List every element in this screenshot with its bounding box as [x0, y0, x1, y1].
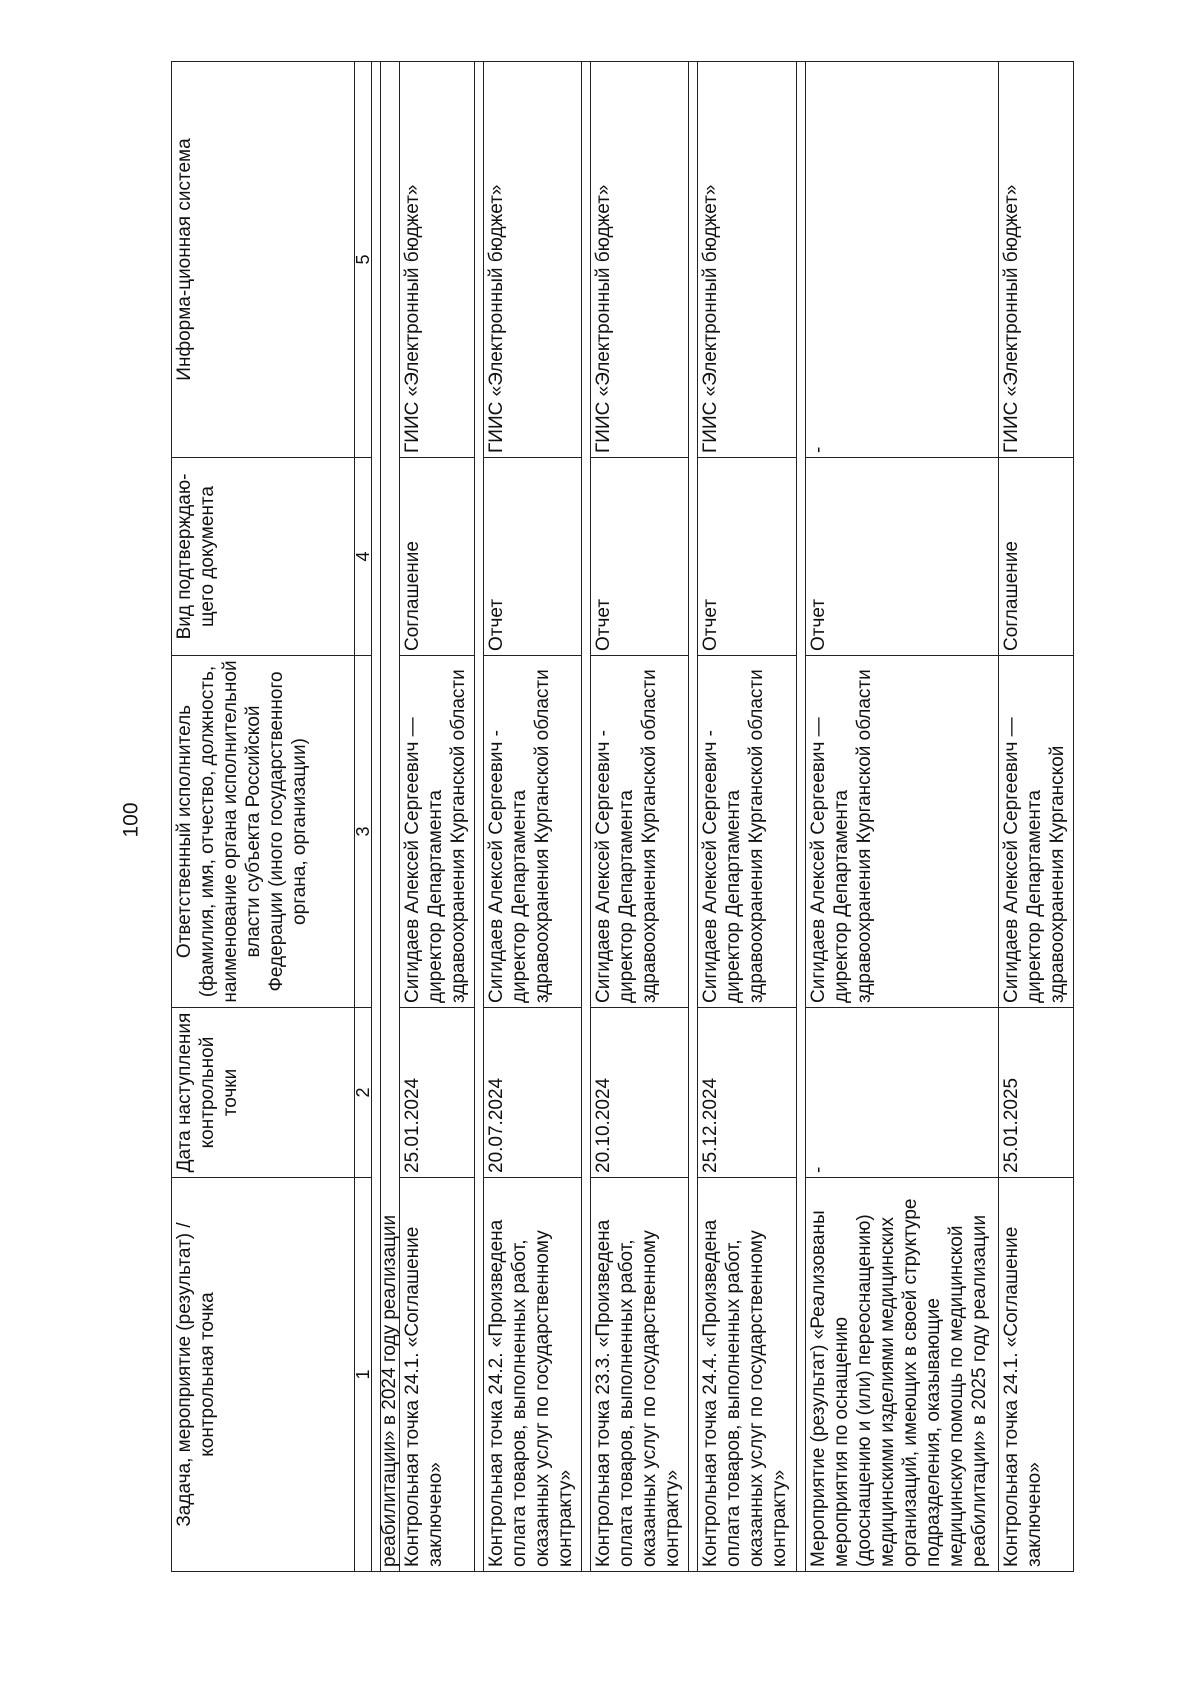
document-cell: Соглашение: [999, 458, 1074, 656]
table-row: [483, 62, 581, 1572]
task-cell: Контрольная точка 24.1. «Соглашение заключено»: [999, 1178, 1074, 1572]
header-date: Дата наступления контрольной точки: [172, 1008, 355, 1178]
task-cell: Контрольная точка 24.4. «Произведена оплата товаров, выполненных работ, оказанных услуг по государственному контракту»: [698, 1178, 796, 1572]
table-row: [698, 62, 796, 1572]
system-cell: ГИИС «Электронный бюджет»: [400, 62, 475, 458]
system-cell: ГИИС «Электронный бюджет»: [999, 62, 1074, 458]
header-task: Задача, мероприятие (результат) / контрольная точка: [172, 1178, 355, 1572]
header-document: Вид подтверждаю-щего документа: [172, 458, 355, 656]
task-cell: Контрольная точка 24.1. «Соглашение заключено»: [400, 1178, 475, 1572]
column-number: 2: [355, 1008, 372, 1178]
document-cell: Отчет: [483, 458, 581, 656]
column-number: 3: [355, 656, 372, 1008]
page-number: 100: [119, 802, 143, 838]
control-points-table: [171, 61, 1074, 1572]
continuation-text: реабилитации» в 2024 году реализации: [381, 62, 400, 1572]
table-row: [805, 62, 999, 1572]
date-cell: 25.01.2024: [400, 1008, 475, 1178]
document-cell: Соглашение: [400, 458, 475, 656]
header-responsible: Ответственный исполнитель (фамилия, имя, отчество, должность, наименование органа исполнительной власти субъекта Российской Федерации (иного государственного органа, организации): [172, 656, 355, 1008]
task-cell: Контрольная точка 24.2. «Произведена оплата товаров, выполненных работ, оказанных услуг по государственному контракту»: [483, 1178, 581, 1572]
system-cell: ГИИС «Электронный бюджет»: [483, 62, 581, 458]
date-cell: -: [805, 1008, 999, 1178]
document-cell: Отчет: [698, 458, 796, 656]
responsible-cell: Сигидаев Алексей Сергеевич - директор Департамента здравоохранения Курганской области: [590, 656, 688, 1008]
column-numbers-row: [355, 62, 372, 1572]
table-row: [400, 62, 475, 1572]
column-number: 1: [355, 1178, 372, 1572]
spacer-row: [581, 62, 590, 1572]
spacer-row: [474, 62, 483, 1572]
spacer-row: [689, 62, 698, 1572]
date-cell: 25.01.2025: [999, 1008, 1074, 1178]
table-row: [999, 62, 1074, 1572]
column-number: 5: [355, 62, 372, 458]
responsible-cell: Сигидаев Алексей Сергеевич — директор Департамента здравоохранения Курганской области: [400, 656, 475, 1008]
document-cell: Отчет: [805, 458, 999, 656]
document-cell: Отчет: [590, 458, 688, 656]
header-system: Информа-ционная система: [172, 62, 355, 458]
system-cell: ГИИС «Электронный бюджет»: [698, 62, 796, 458]
task-cell: Контрольная точка 23.3. «Произведена оплата товаров, выполненных работ, оказанных услуг по государственному контракту»: [590, 1178, 688, 1572]
date-cell: 20.10.2024: [590, 1008, 688, 1178]
table-row: [590, 62, 688, 1572]
spacer-row: [796, 62, 805, 1572]
responsible-cell: Сигидаев Алексей Сергеевич - директор Департамента здравоохранения Курганской области: [698, 656, 796, 1008]
task-cell: Мероприятие (результат) «Реализованы мероприятия по оснащению (дооснащению и (или) переоснащению) медицинскими изделиями медицинских организаций, имеющих в своей структуре подразделения, оказывающие медицинскую помощь по медицинской реабилитации» в 2025 году реализации: [805, 1178, 999, 1572]
date-cell: 20.07.2024: [483, 1008, 581, 1178]
continuation-row: [381, 62, 400, 1572]
responsible-cell: Сигидаев Алексей Сергеевич — директор Департамента здравоохранения Курганской: [999, 656, 1074, 1008]
column-number: 4: [355, 458, 372, 656]
system-cell: -: [805, 62, 999, 458]
system-cell: ГИИС «Электронный бюджет»: [590, 62, 688, 458]
responsible-cell: Сигидаев Алексей Сергеевич - директор Департамента здравоохранения Курганской области: [483, 656, 581, 1008]
rotated-page-content: [171, 62, 1074, 1572]
responsible-cell: Сигидаев Алексей Сергеевич — директор Департамента здравоохранения Курганской области: [805, 656, 999, 1008]
table-header-row: [172, 62, 355, 1572]
date-cell: 25.12.2024: [698, 1008, 796, 1178]
